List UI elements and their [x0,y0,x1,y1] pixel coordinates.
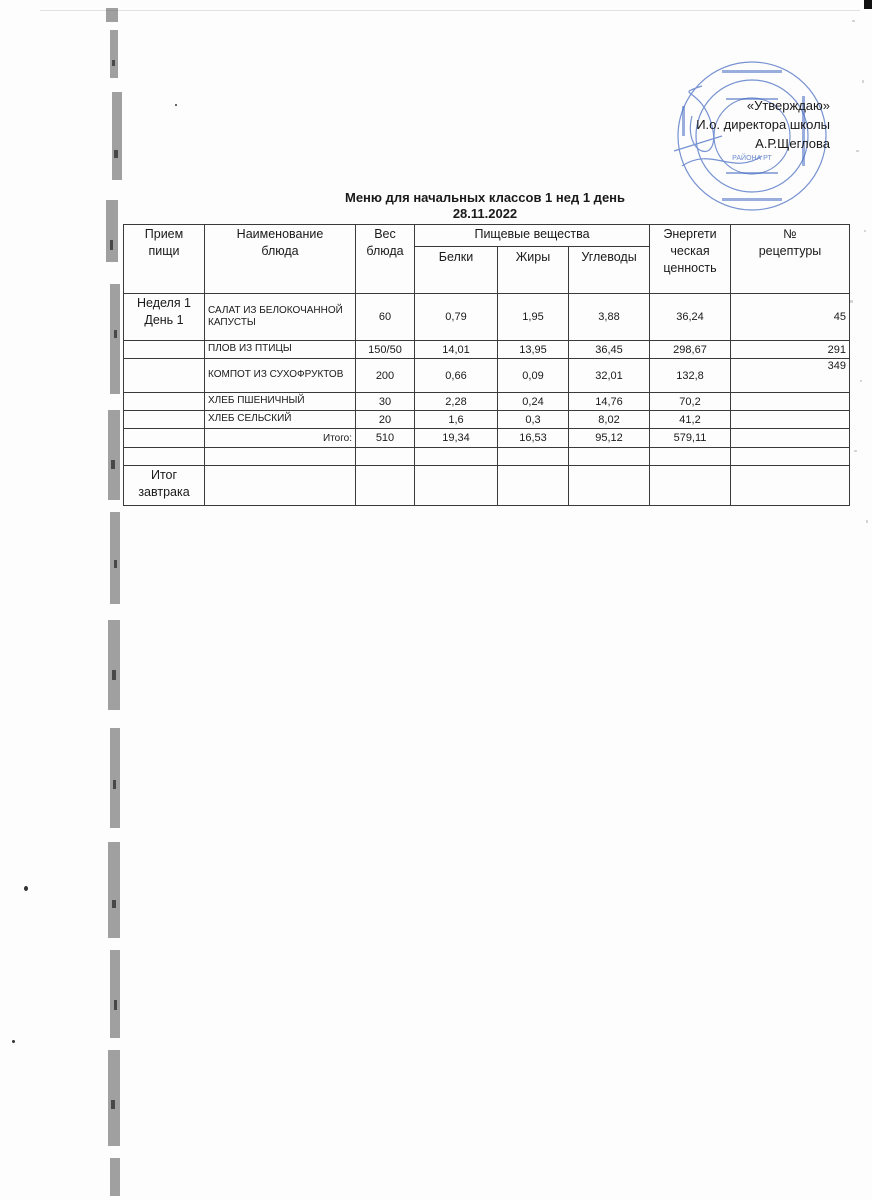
meal-label-empty [124,341,205,359]
dish-proteins: 2,28 [415,393,498,411]
dish-recipe [731,393,850,411]
total-recipe-empty [731,429,850,448]
total-row [124,429,850,448]
header-nutrients: Пищевые вещества [415,225,650,247]
breakfast-total-row [124,466,850,506]
scan-speck [24,886,28,891]
stamp-text: РАЙОНА РТ [732,155,772,162]
dish-fats: 1,95 [498,294,569,341]
approval-position: И.о. директора школы [696,117,830,132]
dish-name: КОМПОТ ИЗ СУХОФРУКТОВ [205,359,356,393]
dish-name: ПЛОВ ИЗ ПТИЦЫ [205,341,356,359]
dish-proteins: 0,66 [415,359,498,393]
dish-recipe: 291 [731,341,850,359]
total-energy: 579,11 [650,429,731,448]
header-carbs: Углеводы [569,247,650,294]
header-proteins: Белки [415,247,498,294]
dish-name: САЛАТ ИЗ БЕЛОКОЧАННОЙ КАПУСТЫ [205,294,356,341]
header-fats: Жиры [498,247,569,294]
dish-proteins: 0,79 [415,294,498,341]
dish-carbs: 3,88 [569,294,650,341]
meal-label: Неделя 1 День 1 [124,294,205,341]
dish-carbs: 36,45 [569,341,650,359]
total-fats: 16,53 [498,429,569,448]
approval-title: «Утверждаю» [746,98,830,113]
binding-strip-artifact [92,0,134,1200]
table-row [124,359,850,393]
dish-weight: 60 [356,294,415,341]
table-row [124,393,850,411]
dish-proteins: 1,6 [415,411,498,429]
breakfast-total-label: Итог завтрака [124,466,205,506]
dish-weight: 200 [356,359,415,393]
meal-label-empty [124,393,205,411]
meal-label-empty [124,359,205,393]
header-dish: Наименование блюда [205,225,356,294]
header-row [124,225,850,247]
dish-fats: 0,3 [498,411,569,429]
dish-weight: 150/50 [356,341,415,359]
dish-name: ХЛЕБ ПШЕНИЧНЫЙ [205,393,356,411]
table-row [124,411,850,429]
scan-speck [12,1040,15,1043]
title-date: 28.11.2022 [452,206,518,221]
empty-row [124,448,850,466]
menu-table [123,224,850,506]
document-title [300,190,670,222]
approval-name: А.Р.Щеглова [755,136,830,151]
dish-weight: 20 [356,411,415,429]
dish-name: ХЛЕБ СЕЛЬСКИЙ [205,411,356,429]
dish-weight: 30 [356,393,415,411]
page-top-edge [40,10,860,11]
dish-recipe: 45 [731,294,850,341]
scan-speck [175,104,177,106]
meal-label-empty [124,411,205,429]
dish-fats: 0,09 [498,359,569,393]
header-recipe: № рецептуры [731,225,850,294]
dish-fats: 0,24 [498,393,569,411]
total-proteins: 19,34 [415,429,498,448]
dish-carbs: 32,01 [569,359,650,393]
total-label: Итого: [205,429,356,448]
total-weight: 510 [356,429,415,448]
dish-recipe: 349 [731,359,850,393]
table-row [124,341,850,359]
table-row [124,294,850,341]
dish-proteins: 14,01 [415,341,498,359]
total-carbs: 95,12 [569,429,650,448]
approval-block [640,96,830,153]
dish-energy: 298,67 [650,341,731,359]
title-main: Меню для начальных классов 1 нед 1 день [344,190,626,205]
dish-carbs: 8,02 [569,411,650,429]
header-meal: Прием пищи [124,225,205,294]
dish-recipe [731,411,850,429]
header-weight: Вес блюда [356,225,415,294]
dish-energy: 132,8 [650,359,731,393]
dish-carbs: 14,76 [569,393,650,411]
header-energy: Энергети ческая ценность [650,225,731,294]
dish-energy: 36,24 [650,294,731,341]
dish-fats: 13,95 [498,341,569,359]
dish-energy: 41,2 [650,411,731,429]
dish-energy: 70,2 [650,393,731,411]
total-empty [124,429,205,448]
